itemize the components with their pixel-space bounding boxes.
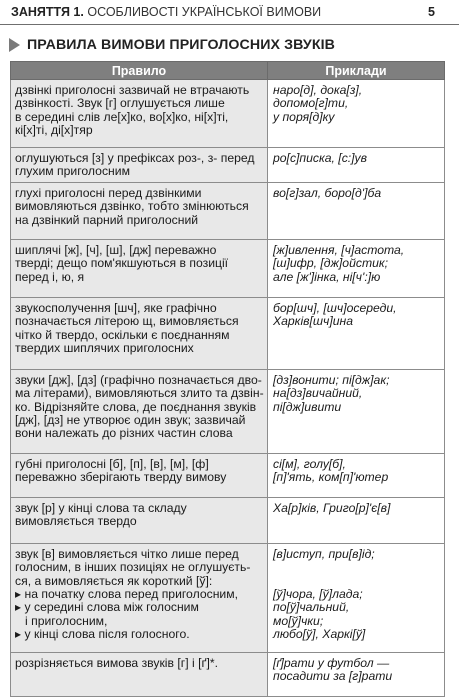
rule-cell [11,543,268,652]
examples-cell [268,369,445,453]
rule-line: перед і, ю, я [15,269,85,284]
rule-cell [11,497,268,543]
rule-line: звуки [дж], [дз] (графічно позначається дво- [15,372,262,387]
rule-line: [дж], [дз] не утворює один звук; зазвичай [15,413,246,428]
rule-cell [11,239,268,297]
examples-cell [268,543,445,652]
example-line: бор[шч], [шч]осереди, [273,300,397,315]
example-line: пі[дж]ивити [273,399,342,414]
rule-line: твердих шиплячих приголосних [15,341,194,356]
example-line: [ш]ифр, [дж]ойстик; [273,256,389,271]
rule-bullet-continuation: і приголосним, [25,613,108,628]
example-line: [п]'ять, ком[п]'ютер [273,470,389,485]
example-line: ро[с]писка, [с:]ув [273,151,368,165]
rule-cell [11,148,268,183]
example-line: [в]иступ, при[в]ід; [273,546,375,561]
rule-line: шиплячі [ж], [ч], [ш], [дж] переважно [15,242,217,257]
rule-cell [11,182,268,239]
rule-line: в середині слів ле[х]ко, во[х]ко, ні[х]ті, [15,109,229,124]
examples-cell [268,182,445,239]
rule-line: вимовляються дзвінко, тобто змінюються [15,199,249,214]
table-row [11,297,445,369]
lesson-heading [11,5,321,19]
rule-bullet-item: ▸ на початку слова перед приголосним, [15,588,264,601]
example-line: во[г]зал, боро[д']ба [273,185,382,200]
rule-cell [11,453,268,497]
rule-cell [11,369,268,453]
example-spacer [273,575,441,588]
examples-cell [268,497,445,543]
examples-cell [268,297,445,369]
examples-cell [268,239,445,297]
rule-line: чітко й твердо, оскільки є поєднанням [15,327,230,342]
rule-line: на дзвінкий парний приголосний [15,212,199,227]
page-number: 5 [428,5,435,19]
section-title [9,35,335,55]
rule-line: глухі приголосні перед дзвінкими [15,185,202,200]
example-line: Ха[р]ків, Григо[р]'є[в] [273,500,391,515]
example-line: по[ў]чальний, [273,600,350,615]
rule-line: голосним, в інших позиціях не оглушуєть- [15,560,251,575]
table-row [11,80,445,148]
rule-line: кі[х]ті, ді[х]тяр [15,123,93,138]
example-line: сі[м], голу[б], [273,456,346,471]
example-spacer [273,561,441,574]
rule-cell [11,80,268,148]
example-line: любо[ў], Харкі[ў] [273,627,366,642]
table-row [11,652,445,696]
example-line: Харків[шч]ина [273,314,353,329]
example-line: але [ж']інка, ні[ч':]ю [273,269,381,284]
table-row [11,182,445,239]
pronunciation-rules-table [10,61,445,697]
rule-line: глухим приголосним [15,164,130,179]
column-header-examples: Приклади [268,62,445,80]
rule-line: звук [в] вимовляється чітко лише перед [15,546,239,561]
example-line: [ў]чора, [ў]лада; [273,587,363,601]
rule-line: позначається літерою щ, вимовляється [15,314,239,329]
example-line: наро[д], дока[з], [273,83,363,97]
rule-cell [11,652,268,696]
rule-line: тверді; дещо пом'якшуються в позиції [15,256,229,271]
rule-line: губні приголосні [б], [п], [в], [м], [ф] [15,456,209,471]
table-row [11,497,445,543]
rule-line: ко. Відрізняйте слова, де поєднання звуків [15,399,257,414]
table-row [11,543,445,652]
rule-line: дзвінкості. Звук [г] оглушується лише [15,96,225,111]
rule-cell [11,297,268,369]
example-line: [ґ]рати у футбол — [273,655,390,670]
rule-line: оглушуються [з] у префіксах роз-, з- перед [15,151,255,165]
example-line: у поря[д]ку [273,109,335,124]
rule-line: розрізняється вимова звуків [г] і [ґ]*. [15,655,218,670]
rule-line: звукосполучення [шч], яке графічно [15,300,217,315]
table-row [11,148,445,183]
lesson-title: ОСОБЛИВОСТІ УКРАЇНСЬКОЇ ВИМОВИ [87,5,322,19]
rule-line: вони належать до різних частин слова [15,426,233,441]
rule-line: ся, а вимовляється як короткий [ў]: [15,573,213,588]
table-row [11,453,445,497]
example-line: допомо[г]ти, [273,96,349,111]
rule-bullet-item: ▸ у середині слова між голосним [15,601,264,614]
example-line: [дз]вонити; пі[дж]ак; [273,372,390,387]
rule-line: вимовляється твердо [15,514,137,529]
rule-line: переважно зберігають тверду вимову [15,470,227,485]
section-title-text: ПРАВИЛА ВИМОВИ ПРИГОЛОСНИХ ЗВУКІВ [27,37,335,53]
table-row [11,239,445,297]
rule-bullet-item: ▸ у кінці слова після голосного. [15,628,264,641]
triangle-bullet-icon [9,38,20,52]
rule-line: ма літерами), вимовляються злито та дзвін- [15,386,264,401]
example-line: мо[ў]чки; [273,613,324,628]
column-header-rule: Правило [11,62,268,80]
examples-cell [268,148,445,183]
examples-cell [268,80,445,148]
table-header-row [11,62,445,80]
rule-line: дзвінкі приголосні зазвичай не втрачають [15,83,250,97]
example-line: посадити за [г]рати [273,669,393,684]
examples-cell [268,453,445,497]
example-line: [ж]ивлення, [ч]астота, [273,242,405,257]
examples-cell [268,652,445,696]
table-row [11,369,445,453]
page-header [0,0,459,25]
rule-line: звук [р] у кінці слова та складу [15,500,187,515]
lesson-label: ЗАНЯТТЯ 1. [11,5,84,19]
example-line: на[дз]вичайний, [273,386,363,401]
